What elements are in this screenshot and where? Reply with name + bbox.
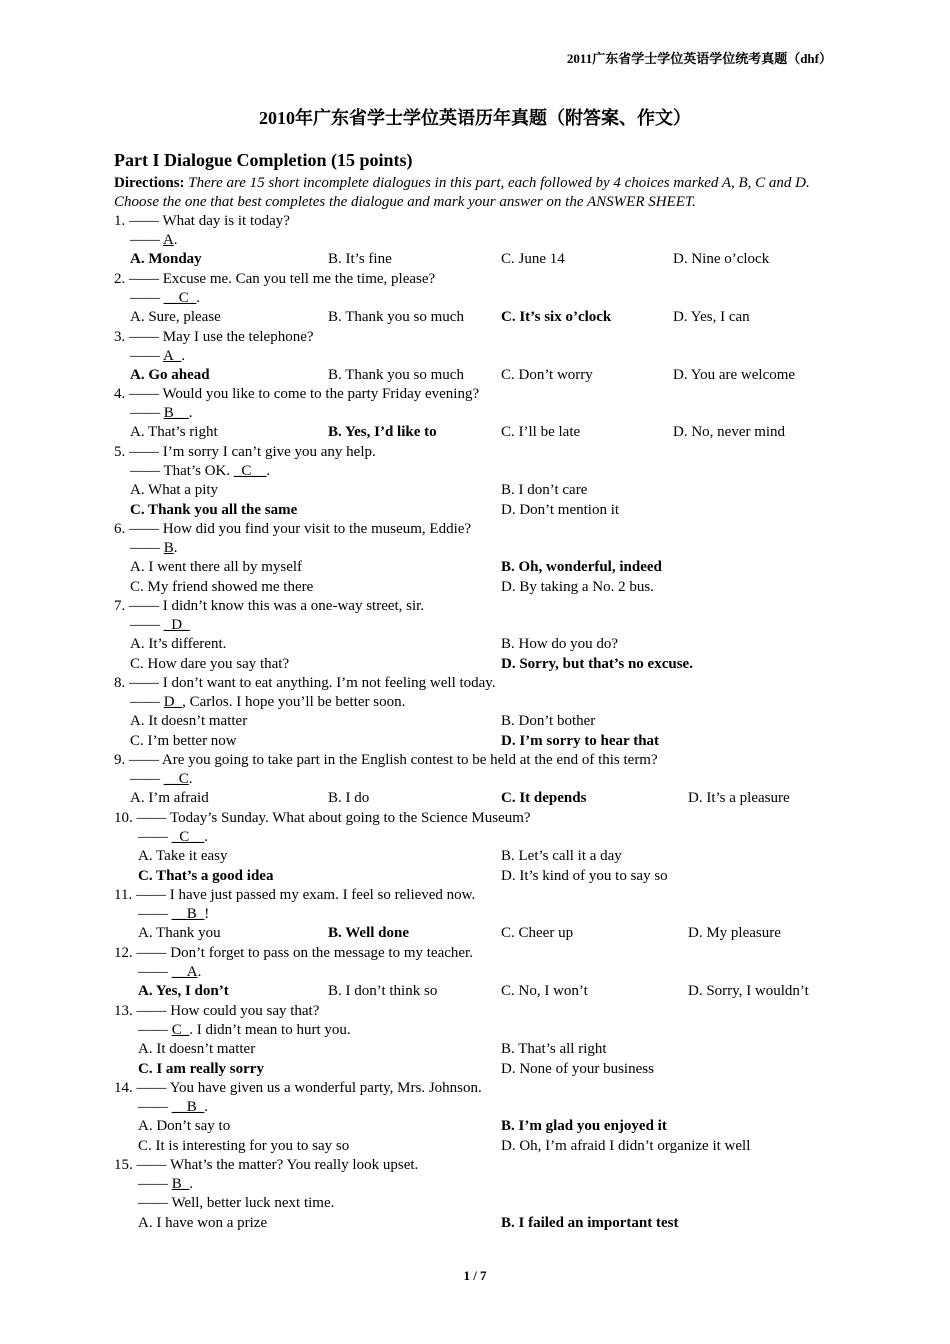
options-row-2 [114,501,854,520]
option-a: A. Take it easy [138,848,228,865]
answer: __B_ [171,906,205,923]
options-row-2 [114,578,854,597]
option-a: A. Yes, I don’t [138,983,229,1000]
option-d: D. You are welcome [673,367,796,384]
option-c: C. I’ll be late [501,424,581,441]
option-c: C. I am really sorry [138,1060,264,1077]
option-d: D. Oh, I’m afraid I didn’t organize it well [501,1137,751,1154]
reply: —— C_. I didn’t mean to hurt you. [138,1022,351,1039]
page-number: 1 / 7 [463,1268,487,1283]
reply: —— _D_ [130,617,190,634]
reply: —— That’s OK. _C__. [130,463,271,480]
prompt: 12. —— Don’t forget to pass on the message to my teacher. [114,945,473,961]
option-c: C. June 14 [501,251,565,268]
answer: C_ [171,1022,190,1039]
options [114,423,854,442]
options-row-2 [114,867,854,886]
option-b: B. I do [328,790,370,807]
options-row-2 [114,732,854,751]
option-b: B. Thank you so much [328,367,464,384]
options [114,250,854,269]
option-a: A. It doesn’t matter [138,1041,256,1058]
directions [114,174,842,212]
option-a: A. It doesn’t matter [130,713,248,730]
options [114,789,854,808]
question-13 [114,1002,854,1079]
options-row-1 [114,1040,854,1059]
option-d: D. No, never mind [673,424,786,441]
prompt: 1. —— What day is it today? [114,213,290,229]
question-5 [114,443,854,520]
reply: —— __C. [130,771,193,788]
option-a: A. It’s different. [130,636,227,653]
option-c: C. No, I won’t [501,983,588,1000]
option-a: A. I’m afraid [130,790,209,807]
option-b: B. That’s all right [501,1041,607,1058]
question-15 [114,1156,854,1233]
question-7 [114,597,854,674]
option-d: D. Nine o’clock [673,251,770,268]
answer: __C_ [163,290,197,307]
answer: _D_ [163,617,190,634]
question-10 [114,809,854,886]
prompt: 5. —— I’m sorry I can’t give you any help. [114,444,376,460]
reply-2: —— Well, better luck next time. [138,1195,335,1212]
prompt: 10. —— Today’s Sunday. What about going to the Science Museum? [114,810,531,826]
option-d: D. My pleasure [688,925,781,942]
answer: B_ [171,1176,190,1193]
running-header: 2011广东省学士学位英语学位统考真题（dhf） [566,51,832,66]
reply: —— D_, Carlos. I hope you’ll be better soon. [130,694,406,711]
option-d: D. Don’t mention it [501,501,620,518]
reply: —— B__. [130,405,193,422]
options [114,924,854,943]
options-row-2 [114,1060,854,1079]
options-row-2 [114,655,854,674]
question-11 [114,886,854,944]
option-a: A. I have won a prize [138,1214,268,1231]
option-d: D. None of your business [501,1060,654,1077]
option-c: C. Don’t worry [501,367,593,384]
option-b: B. Let’s call it a day [501,848,622,865]
option-b: B. I don’t care [501,482,588,499]
option-d: D. It’s a pleasure [688,790,790,807]
option-d: D. It’s kind of you to say so [501,867,668,884]
option-c: C. It’s six o’clock [501,309,612,326]
answer: A [162,232,174,249]
option-a: A. Don’t say to [138,1118,231,1135]
option-b: B. It’s fine [328,251,392,268]
options-row-1 [114,1117,854,1136]
option-b: B. I don’t think so [328,983,438,1000]
directions-text: There are 15 short incomplete dialogues in this part, each followed by 4 choices marked A, B, C and D. Choose the one that best completes the dialogue and mark your answer on the ANSWER SHEET. [114,175,810,211]
option-b: B. Thank you so much [328,309,464,326]
section-heading: Part I Dialogue Completion (15 points) [114,150,413,170]
option-c: C. My friend showed me there [130,578,314,595]
reply: —— A_. [130,348,186,365]
answer: A_ [162,348,182,365]
prompt: 8. —— I don’t want to eat anything. I’m not feeling well today. [114,675,496,691]
options-row-1 [114,481,854,500]
prompt: 9. —— Are you going to take part in the English contest to be held at the end of this term? [114,752,658,768]
option-a: A. Sure, please [130,309,221,326]
answer: __C [163,771,189,788]
option-d: D. Sorry, but that’s no excuse. [501,655,693,672]
answer: _C__ [171,829,205,846]
answer: B__ [163,405,189,422]
option-a: A. That’s right [130,424,218,441]
question-14 [114,1079,854,1156]
prompt: 4. —— Would you like to come to the party Friday evening? [114,386,480,402]
options [114,366,854,385]
answer: B [163,540,174,557]
question-12 [114,944,854,1002]
question-2 [114,270,854,328]
options-row-1 [114,847,854,866]
prompt: 13. —— How could you say that? [114,1003,320,1019]
reply: —— __A. [138,964,202,981]
question-9 [114,751,854,809]
answer: __B_ [171,1099,205,1116]
option-b: B. Yes, I’d like to [328,424,437,441]
option-a: A. Go ahead [130,367,210,384]
option-c: C. I’m better now [130,732,237,749]
option-a: A. I went there all by myself [130,559,303,576]
option-a: A. Monday [130,251,202,268]
option-c: C. It depends [501,790,587,807]
directions-label: Directions: [114,175,185,191]
prompt: 11. —— I have just passed my exam. I feel so relieved now. [114,887,476,903]
option-b: B. How do you do? [501,636,619,653]
answer: _C__ [233,463,267,480]
prompt: 3. —— May I use the telephone? [114,329,314,345]
option-c: C. How dare you say that? [130,655,290,672]
reply: —— B_. [138,1176,194,1193]
option-c: C. Cheer up [501,925,574,942]
option-b: B. Don’t bother [501,713,596,730]
question-4 [114,385,854,443]
options [114,982,854,1001]
option-b: B. I failed an important test [501,1214,679,1231]
reply: —— A. [130,232,178,249]
question-8 [114,674,854,751]
answer: __A [171,964,198,981]
options-row-2 [114,1137,854,1156]
option-d: D. Sorry, I wouldn’t [688,983,809,1000]
option-c: C. Thank you all the same [130,501,298,518]
option-a: A. What a pity [130,482,219,499]
reply: —— _C__. [138,829,209,846]
option-d: D. I’m sorry to hear that [501,732,660,749]
option-b: B. Well done [328,925,409,942]
reply: —— __B_. [138,1099,209,1116]
option-c: C. It is interesting for you to say so [138,1137,350,1154]
options [114,308,854,327]
options-row-1 [114,1214,854,1233]
reply: —— __B_! [138,906,210,923]
options-row-1 [114,635,854,654]
prompt: 7. —— I didn’t know this was a one-way street, sir. [114,598,425,614]
question-6 [114,520,854,597]
options-row-1 [114,558,854,577]
option-a: A. Thank you [138,925,221,942]
options-row-1 [114,712,854,731]
question-3 [114,328,854,386]
reply: —— B. [130,540,178,557]
option-b: B. Oh, wonderful, indeed [501,559,662,576]
prompt: 2. —— Excuse me. Can you tell me the time, please? [114,271,436,287]
reply: —— __C_. [130,290,201,307]
option-d: D. Yes, I can [673,309,750,326]
question-1 [114,212,854,270]
prompt: 15. —— What’s the matter? You really look upset. [114,1157,419,1173]
option-d: D. By taking a No. 2 bus. [501,578,654,595]
prompt: 6. —— How did you find your visit to the museum, Eddie? [114,521,472,537]
option-b: B. I’m glad you enjoyed it [501,1118,667,1135]
option-c: C. That’s a good idea [138,867,274,884]
answer: D_ [163,694,183,711]
document-title: 2010年广东省学士学位英语历年真题（附答案、作文） [259,108,691,128]
prompt: 14. —— You have given us a wonderful party, Mrs. Johnson. [114,1080,482,1096]
